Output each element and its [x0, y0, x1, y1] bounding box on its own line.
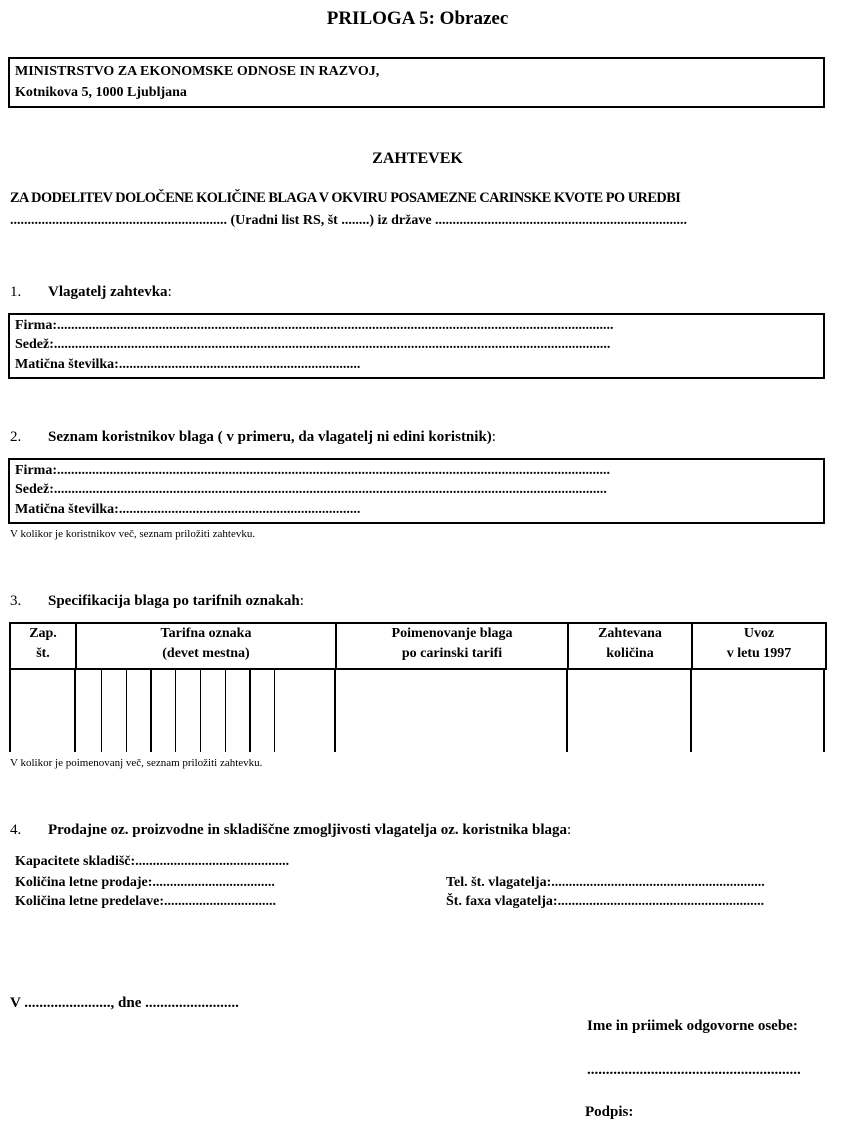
tarif-digit-divider: [225, 668, 226, 752]
section4-number: 4.: [10, 822, 22, 838]
responsible-person-label: Ime in priimek odgovorne osebe:: [587, 1018, 798, 1034]
section3-heading: [48, 593, 304, 610]
applicant-firma-field[interactable]: Firma:...............................................................................................................................................................: [15, 318, 614, 333]
specification-note: V kolikor je poimenovanj več, seznam priložiti zahtevku.: [10, 757, 263, 769]
users-box: [8, 458, 825, 524]
form-subtitle-line2: .............................................................. (Uradni list RS, št ........) iz države ........................................................................: [10, 213, 688, 228]
tel-field[interactable]: Tel. št. vlagatelja:.............................................................: [446, 875, 765, 890]
users-firma-field[interactable]: Firma:..............................................................................................................................................................: [15, 463, 610, 478]
tarif-digit-divider: [249, 668, 251, 752]
tarif-digit-divider: [150, 668, 152, 752]
header-uvoz: Uvoz v letu 1997: [692, 623, 826, 669]
section4-colon: :: [567, 822, 572, 838]
users-maticna-field[interactable]: Matična številka:.....................................................................: [15, 502, 361, 517]
header-zahtevana-kolicina: Zahtevana količina: [568, 623, 692, 669]
section1-heading: [48, 284, 172, 301]
letna-prodaja-field[interactable]: Količina letne prodaje:...................................: [15, 875, 275, 890]
table-body-border-right: [823, 668, 825, 752]
tarif-digit-divider: [126, 668, 127, 752]
tarif-digit-divider: [175, 668, 176, 752]
tarif-digit-divider: [274, 668, 275, 752]
tarif-digit-divider: [200, 668, 201, 752]
header-tarifna-oznaka: Tarifna oznaka (devet mestna): [76, 623, 336, 669]
specification-table: [9, 622, 827, 670]
fax-field[interactable]: Št. faxa vlagatelja:...........................................................: [446, 894, 765, 909]
form-subtitle-line1: ZA DODELITEV DOLOČENE KOLIČINE BLAGA V OKVIRU POSAMEZNE CARINSKE KVOTE PO UREDBI: [10, 190, 681, 206]
header-zap-st: Zap. št.: [10, 623, 76, 669]
table-body-divider: [74, 668, 76, 752]
section3-colon: :: [299, 593, 304, 609]
header-poimenovanje: Poimenovanje blaga po carinski tarifi: [336, 623, 568, 669]
table-body-divider: [566, 668, 568, 752]
table-body-border-left: [9, 668, 11, 752]
table-body-divider: [690, 668, 692, 752]
signature-label: Podpis:: [585, 1104, 634, 1120]
letna-predelava-field[interactable]: Količina letne predelave:................................: [15, 894, 277, 909]
page-heading: PRILOGA 5: Obrazec: [326, 8, 509, 29]
applicant-sedez-field[interactable]: Sedež:...............................................................................................................................................................: [15, 337, 611, 352]
ministry-box: [8, 57, 825, 108]
applicant-box: [8, 313, 825, 379]
users-sedez-field[interactable]: Sedež:..............................................................................................................................................................: [15, 482, 607, 497]
section2-colon: :: [491, 429, 496, 445]
applicant-maticna-field[interactable]: Matična številka:.....................................................................: [15, 357, 361, 372]
form-title: ZAHTEVEK: [372, 150, 463, 167]
section1-number: 1.: [10, 284, 22, 300]
table-body-divider: [334, 668, 336, 752]
responsible-person-field[interactable]: .........................................................: [587, 1062, 801, 1078]
section2-number: 2.: [10, 429, 22, 445]
section2-heading: [48, 429, 496, 446]
section2-title: Seznam koristnikov blaga ( v primeru, da vlagatelj ni edini koristnik): [48, 429, 492, 445]
section4-title: Prodajne oz. proizvodne in skladiščne zmogljivosti vlagatelja oz. koristnika blaga: [48, 822, 568, 838]
ministry-name: MINISTRSTVO ZA EKONOMSKE ODNOSE IN RAZVOJ,: [15, 64, 380, 79]
section3-title: Specifikacija blaga po tarifnih oznakah: [48, 593, 300, 609]
users-note: V kolikor je koristnikov več, seznam priložiti zahtevku.: [10, 528, 256, 540]
specification-header-row: [10, 623, 826, 669]
tarif-digit-divider: [101, 668, 102, 752]
section1-colon: :: [167, 284, 172, 300]
section1-title: Vlagatelj zahtevka: [48, 284, 168, 300]
place-date-field[interactable]: V ......................., dne .........................: [10, 995, 239, 1011]
section3-number: 3.: [10, 593, 22, 609]
ministry-address: Kotnikova 5, 1000 Ljubljana: [15, 85, 187, 100]
kapacitete-field[interactable]: Kapacitete skladišč:............................................: [15, 854, 290, 869]
section4-heading: [48, 822, 571, 839]
